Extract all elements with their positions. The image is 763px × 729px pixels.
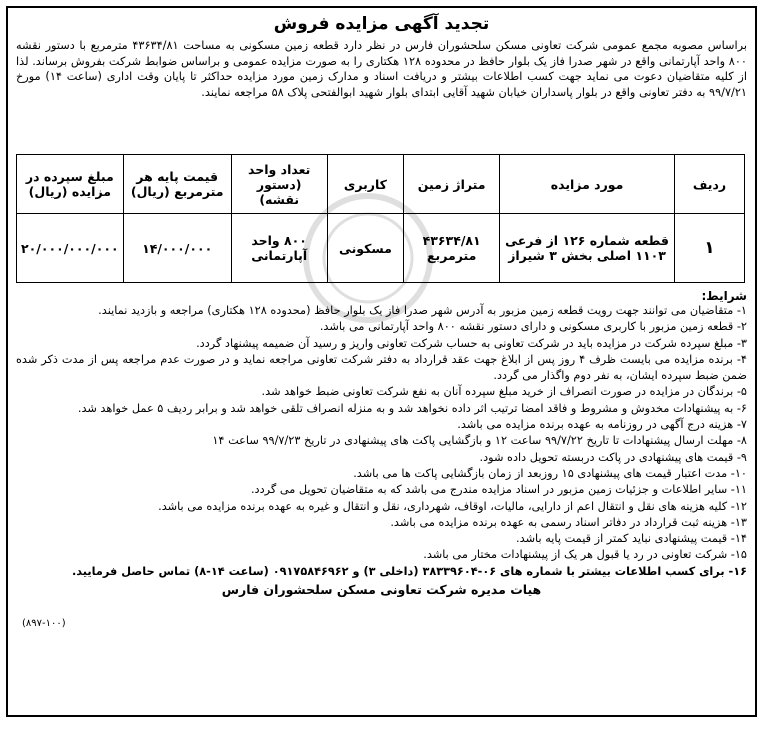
col-header-row-number: ردیف xyxy=(674,155,744,214)
cell-usage: مسکونی xyxy=(327,214,404,283)
condition-item: ۲- قطعه زمین مزبور با کاربری مسکونی و دارای دستور نقشه ۸۰۰ واحد آپارتمانی می باشد. xyxy=(319,320,747,334)
condition-item: ۸- مهلت ارسال پیشنهادات تا تاریخ ۹۹/۷/۲۲ ساعت ۱۲ و بازگشایی پاکت های پیشنهادی در تاریخ ۹۹/۷/۲۳ ساعت ۱۴ xyxy=(212,434,747,448)
watermark-stamp xyxy=(258,188,478,328)
condition-item-contact: ۱۶- برای کسب اطلاعات بیشتر با شماره های ۰۶-۳۸۳۳۹۶۰۴ (داخلی ۳) و ۰۹۱۷۵۸۴۶۹۶۲ (ساعت ۱۴-۸) تماس حاصل فرمایید. xyxy=(71,564,747,578)
cell-base-price: ۱۴/۰۰۰/۰۰۰ xyxy=(123,214,231,283)
col-header-deposit: مبلغ سپرده در مزایده (ریال) xyxy=(17,155,124,214)
condition-item: ۱۰- مدت اعتبار قیمت های پیشنهادی ۱۵ روزبعد از زمان بازگشایی پاکت ها می باشد. xyxy=(353,466,747,480)
conditions-heading: شرایط: xyxy=(701,289,747,303)
condition-item: ۱۱- سایر اطلاعات و جزئیات زمین مزبور در اسناد مزایده مندرج می باشد که به متقاضیان تحویل می گردد. xyxy=(250,483,747,497)
cell-item: قطعه شماره ۱۲۶ از فرعی ۱۱۰۳ اصلی بخش ۳ شیراز xyxy=(500,214,675,283)
auction-notice xyxy=(6,6,757,717)
condition-item: ۱۵- شرکت تعاونی در رد یا قبول هر یک از پیشنهادات مختار می باشد. xyxy=(423,548,747,562)
col-header-usage: کاربری xyxy=(327,155,404,214)
cell-row-number: ۱ xyxy=(674,214,744,283)
condition-item: ۱- متقاضیان می توانند جهت رویت قطعه زمین مزبور به آدرس شهر صدرا فاز یک بلوار حافظ (محدوده ۱۲۸ هکتاری) مراجعه و بازدید نمایند. xyxy=(98,304,747,317)
conditions-list xyxy=(8,303,755,580)
condition-item: ۵- برندگان در مزایده در صورت انصراف از خرید مبلغ سپرده آنان به نفع شرکت تعاونی ضبط خواهد شد. xyxy=(261,385,747,399)
ad-code: (۸۹۷-۱۰۰) xyxy=(22,618,66,629)
condition-item: ۱۲- کلیه هزینه های نقل و انتقال اعم از دارایی، مالیات، اوقاف، شهرداری، نقل و انتقال و غیره به عهده برنده مزایده می باشد. xyxy=(158,499,747,513)
signature: هیات مدیره شرکت تعاونی مسکن سلحشوران فارس xyxy=(221,582,542,598)
condition-item: ۶- به پیشنهادات مخدوش و مشروط و فاقد امضا ترتیب اثر داده نخواهد شد و به منزله انصراف تلقی خواهد شد و برابر ردیف ۵ عمل خواهد شد. xyxy=(77,401,747,415)
condition-item: ۴- برنده مزایده می بایست ظرف ۴ روز پس از ابلاغ جهت عقد قرارداد به دفتر شرکت تعاونی مراجعه نماید و در صورت عدم مراجعه پس از مدت ذکر شده ضمن ضبط سپرده ایشان، به نفر دوم واگذار می گردد. xyxy=(16,352,747,383)
condition-item: ۱۳- هزینه ثبت قرارداد در دفاتر اسناد رسمی به عهده برنده مزایده می باشد. xyxy=(390,515,747,529)
col-header-base-price: قیمت پایه هر مترمربع (ریال) xyxy=(123,155,231,214)
col-header-area: متراژ زمین xyxy=(404,155,500,214)
condition-item: ۱۴- قیمت پیشنهادی نباید کمتر از قیمت پایه باشد. xyxy=(516,532,747,546)
col-header-units: تعداد واحد (دستور نقشه) xyxy=(231,155,327,214)
intro-paragraph: براساس مصوبه مجمع عمومی شرکت تعاونی مسکن سلحشوران فارس در نظر دارد قطعه زمین مسکونی به مساحت ۴۳۶۳۴/۸۱ مترمربع با دستور نقشه ۸۰۰ واحد آپارتمانی واقع در شهر صدرا فاز یک بلوار حافظ در محدوده ۱۲۸ هکتاری را به صورت مزایده عمومی و براساس ضوابط شرکت بفروش برساند. لذا از کلیه متقاضیان دعوت می نماید جهت کسب اطلاعات بیشتر و دریافت اسناد و مدارک زمین مورد مزایده حداکثر تا پایان وقت اداری (ساعت ۱۴) مورخ ۹۹/۷/۲۱ به دفتر تعاونی واقع در بلوار پاسداران خیابان شهید آقایی ابتدای بلوار شهید ابوالفتحی پلاک ۵۸ مراجعه نمایند. xyxy=(16,39,747,99)
condition-item: ۷- هزینه درج آگهی در روزنامه به عهده برنده مزایده می باشد. xyxy=(457,418,747,432)
condition-item: ۹- قیمت های پیشنهادی در پاکت دربسته تحویل داده شود. xyxy=(479,450,747,464)
cell-deposit: ۲۰/۰۰۰/۰۰۰/۰۰۰ xyxy=(17,214,124,283)
cell-area: ۴۳۶۳۴/۸۱ مترمربع xyxy=(404,214,500,283)
condition-item: ۳- مبلغ سپرده شرکت در مزایده باید در شرکت تعاونی به حساب شرکت تعاونی واریز و رسید آن ضمیمه پیشنهاد گردد. xyxy=(196,336,747,350)
notice-title: تجدید آگهی مزایده فروش xyxy=(273,14,490,34)
cell-units: ۸۰۰ واحد آپارتمانی xyxy=(231,214,327,283)
col-header-item: مورد مزایده xyxy=(500,155,675,214)
